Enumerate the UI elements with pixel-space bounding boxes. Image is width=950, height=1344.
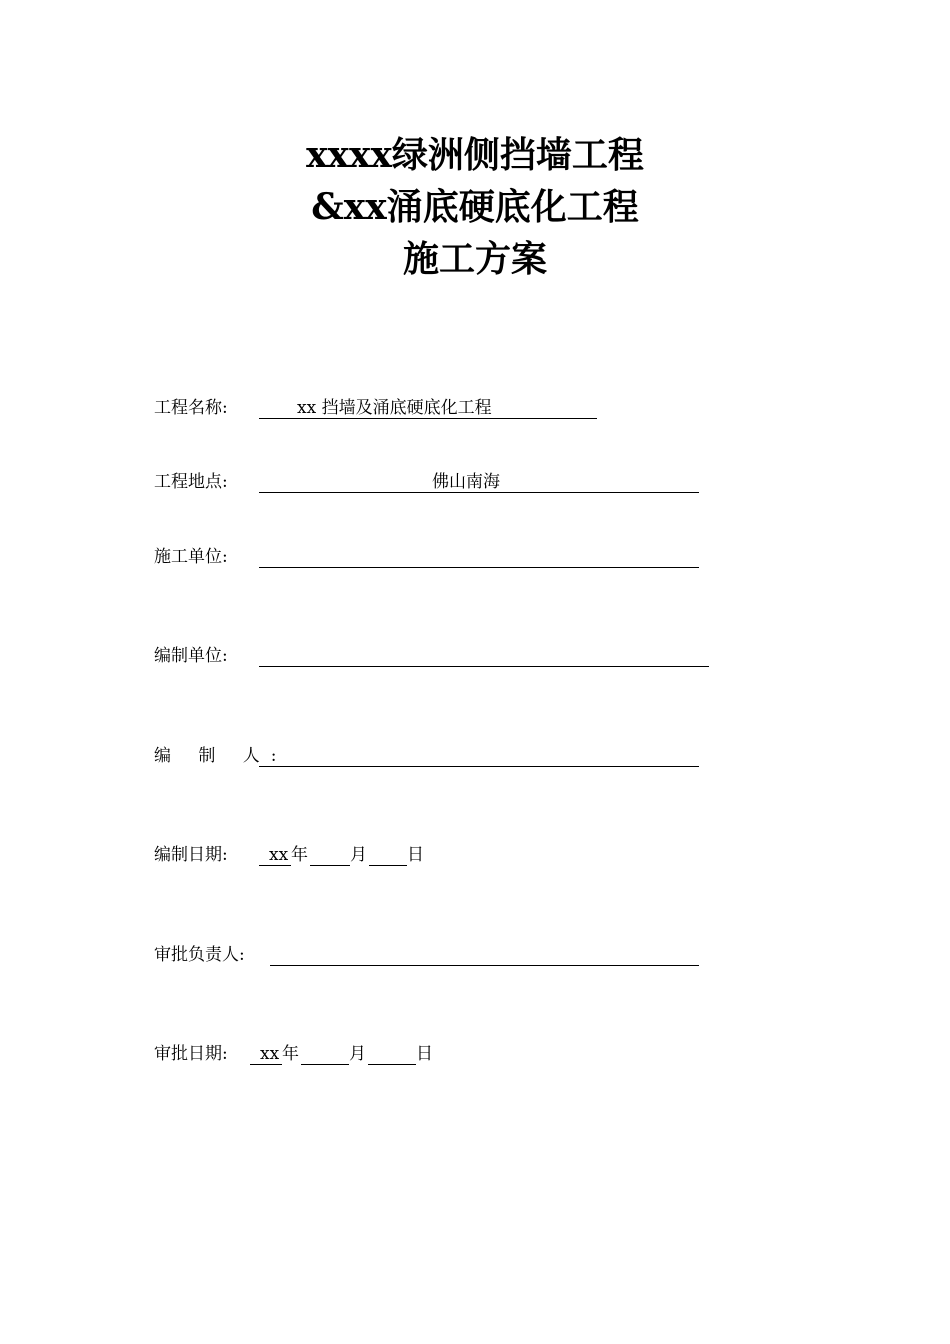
compiler-underline (259, 744, 699, 767)
compile-date-day-unit: 日 (407, 845, 424, 865)
construction-unit-underline (259, 545, 699, 568)
approve-date-label: 审批日期: (154, 1044, 228, 1064)
approver-underline (270, 943, 699, 966)
approve-date-month-underline (301, 1042, 349, 1065)
compile-date-month-underline (310, 843, 350, 866)
compile-date-month-unit: 月 (350, 845, 367, 865)
compile-date-label: 编制日期: (154, 845, 228, 865)
approver-label: 审批负责人: (154, 945, 245, 965)
compile-date-day-underline (369, 843, 407, 866)
compiling-unit-underline (259, 644, 709, 667)
project-name-value: xx 挡墙及涌底硬底化工程 (297, 398, 492, 418)
compiling-unit-label: 编制单位: (154, 646, 228, 666)
approve-date-year: xx (260, 1044, 280, 1064)
approve-date-day-underline (368, 1042, 416, 1065)
compile-date-year-unit: 年 (291, 845, 308, 865)
document-title-line-1: xxxx绿洲侧挡墙工程 (306, 134, 644, 176)
approve-date-day-unit: 日 (416, 1044, 433, 1064)
document-title-line-3: 施工方案 (402, 238, 547, 280)
document-title-line-2: &xx涌底硬底化工程 (311, 186, 639, 228)
project-name-label: 工程名称: (154, 398, 228, 418)
construction-unit-label: 施工单位: (154, 547, 228, 567)
approve-date-year-unit: 年 (282, 1044, 299, 1064)
compiler-label: 编 制 人: (154, 746, 288, 766)
compile-date-year: xx (269, 845, 289, 865)
project-location-label: 工程地点: (154, 472, 228, 492)
approve-date-month-unit: 月 (349, 1044, 366, 1064)
project-location-value: 佛山南海 (432, 472, 500, 492)
